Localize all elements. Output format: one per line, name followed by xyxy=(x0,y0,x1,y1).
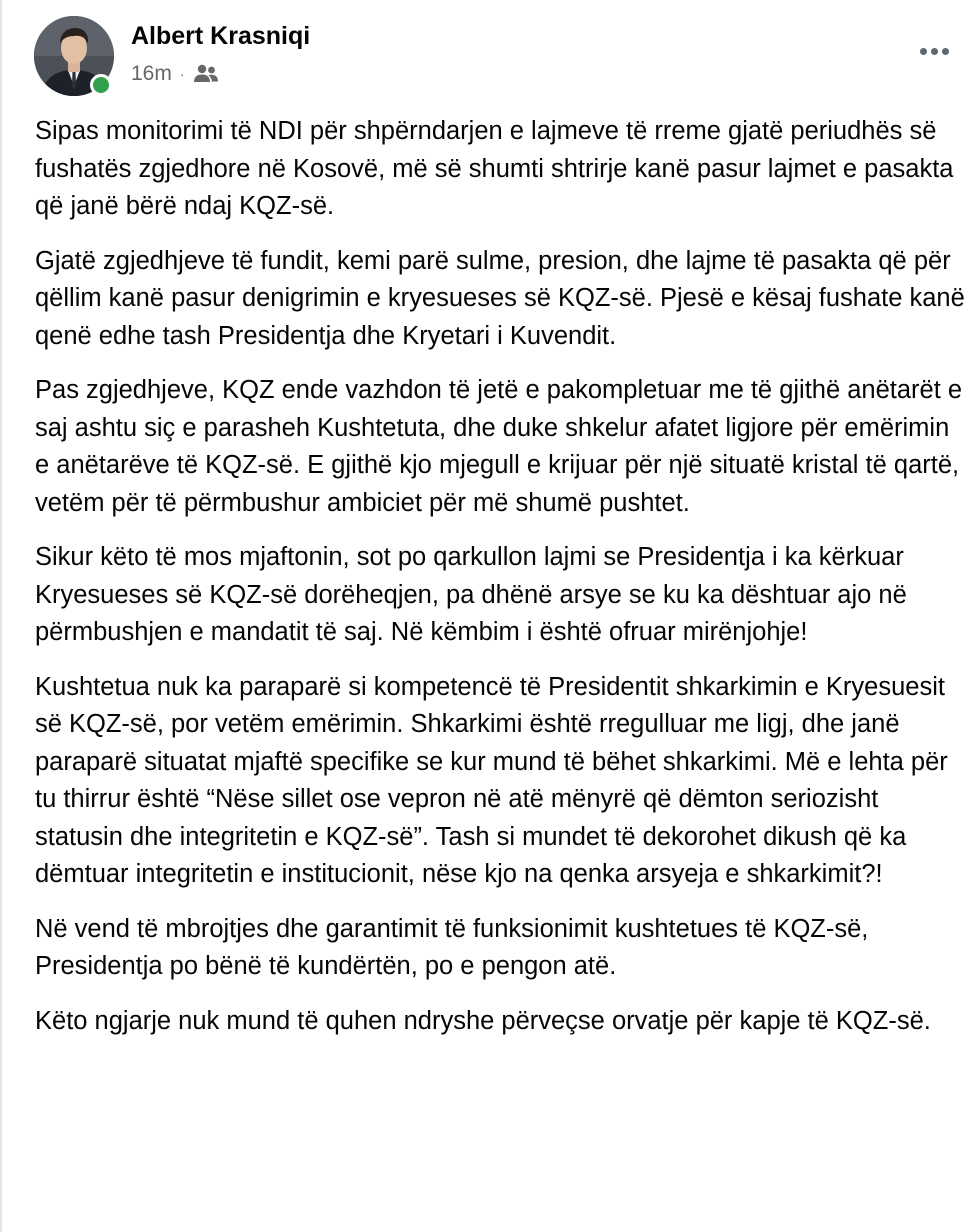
post-paragraph: Pas zgjedhjeve, KQZ ende vazhdon të jetë e pakompletuar me të gjithë anëtarët e saj ashtu siç e parasheh Kushtetuta, dhe duke shkelur afatet ligjore për emërimin e anëtarëve të KQZ-së. E gjithë kjo mjegull e krijuar për një situatë kristal të qartë, vetëm për të përmbushur ambiciet për më shumë pushtet. xyxy=(35,376,963,517)
post-paragraph: Në vend të mbrojtjes dhe garantimit të funksionimit kushtetues të KQZ-së, Presidentja po bënë të kundërtën, po e pengon atë. xyxy=(35,914,869,980)
post-paragraph: Kushtetua nuk ka paraparë si kompetencë të Presidentit shkarkimin e Kryesuesit së KQZ-së, por vetëm emërimin. Shkarkimi është rregulluar me ligj, dhe janë paraparë situatat mjaftë specifike se kur mund të bëhet shkarkimi. Më e lehta për tu thirrur është “Nëse sillet ose vepron në atë mënyrë që dëmton seriozisht statusin dhe integritetin e KQZ-së”. Tash si mundet të dekorohet dikush që ka dëmtuar integritetin e institucionit, nëse kjo na qenka arsyeja e shkarkimit?! xyxy=(35,672,948,888)
post-timestamp[interactable]: 16m xyxy=(131,62,172,85)
post-meta xyxy=(131,62,219,86)
more-dots-icon xyxy=(931,48,938,55)
more-dots-icon xyxy=(920,48,927,55)
friends-audience-glyph xyxy=(193,63,219,85)
avatar[interactable] xyxy=(34,16,114,96)
author-name[interactable]: Albert Krasniqi xyxy=(131,22,311,50)
post-header xyxy=(34,16,964,100)
post-paragraph: Sikur këto të mos mjaftonin, sot po qarkullon lajmi se Presidentja i ka kërkuar Kryesueses së KQZ-së dorëheqjen, pa dhënë arsye se ku ka dështuar ajo në përmbushjen e mandatit të saj. Në këmbim i është ofruar mirënjohje! xyxy=(35,543,907,646)
more-dots-icon xyxy=(942,48,949,55)
meta-separator: · xyxy=(179,66,185,82)
online-status-indicator xyxy=(90,74,112,96)
friends-icon[interactable] xyxy=(193,63,219,85)
post-paragraph: Këto ngjarje nuk mund të quhen ndryshe përveçse orvatje për kapje të KQZ-së. xyxy=(35,1006,931,1035)
post-paragraph: Gjatë zgjedhjeve të fundit, kemi parë sulme, presion, dhe lajme të pasakta që për qëllim kanë pasur denigrimin e kryesueses së KQZ-së. Pjesë e kësaj fushate kanë qenë edhe tash Presidentja dhe Kryetari i Kuvendit. xyxy=(35,246,965,350)
post-paragraph: Sipas monitorimi të NDI për shpërndarjen e lajmeve të rreme gjatë periudhës së fushatës zgjedhore në Kosovë, më së shumti shtrirje kanë pasur lajmet e pasakta që janë bërë ndaj KQZ-së. xyxy=(35,117,954,220)
post-body xyxy=(35,113,970,1057)
more-options-button[interactable] xyxy=(914,36,954,66)
